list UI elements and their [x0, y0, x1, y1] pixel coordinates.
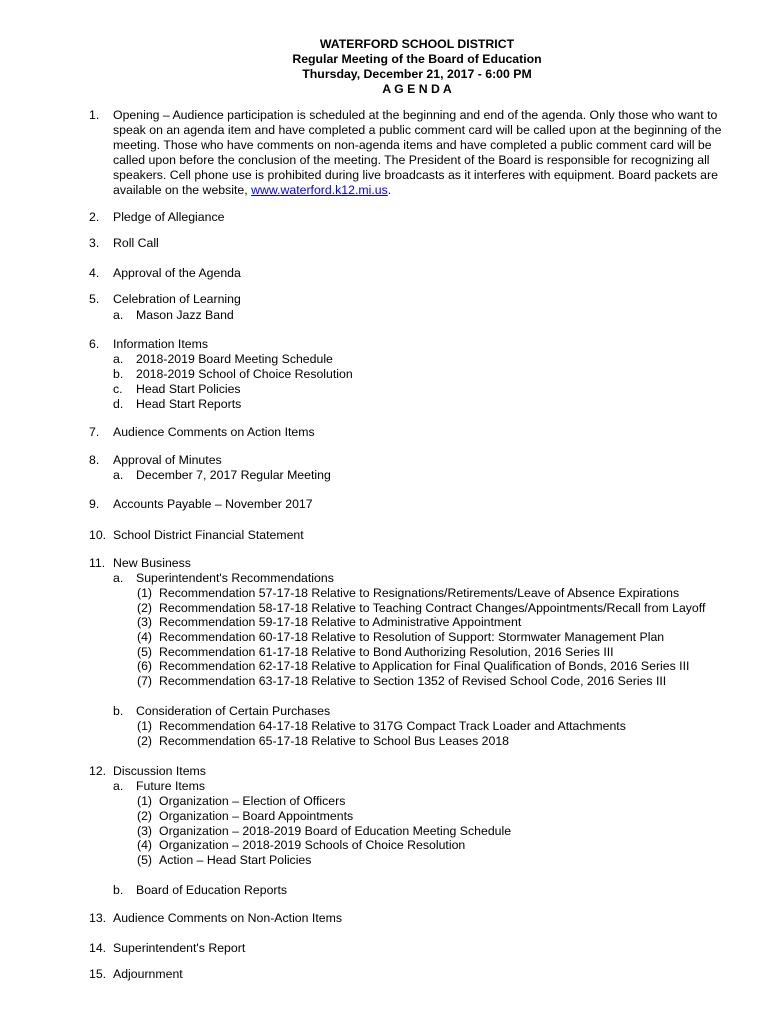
- item-title: Approval of Minutes: [113, 453, 222, 467]
- item-number: 7.: [89, 425, 100, 439]
- item-title: Accounts Payable – November 2017: [113, 497, 313, 511]
- sub-marker: a.: [113, 468, 124, 482]
- sub-text: Head Start Policies: [136, 382, 241, 396]
- item-number: 1.: [89, 108, 100, 122]
- future-item: [137, 824, 511, 839]
- item-number: 5.: [89, 292, 100, 306]
- rec-marker: (4): [137, 630, 153, 644]
- sub-marker: a.: [113, 779, 124, 793]
- sub-text: Board of Education Reports: [136, 883, 288, 897]
- item-text: [113, 183, 391, 198]
- item-title: Audience Comments on Action Items: [113, 425, 315, 439]
- sub-marker: a.: [113, 352, 124, 366]
- rec-marker: (7): [137, 674, 153, 688]
- sub-marker: d.: [113, 397, 124, 411]
- rec-text: Recommendation 62-17-18 Relative to Application for Final Qualification of Bonds, 2016 Series III: [159, 659, 690, 673]
- sub-text: Future Items: [136, 779, 206, 793]
- item-number: 13.: [89, 911, 107, 925]
- rec-marker: (2): [137, 601, 153, 615]
- item-text: called upon before the conclusion of the meeting. The President of the Board is responsible for recognizing all: [113, 153, 710, 167]
- item-title: Approval of the Agenda: [113, 266, 241, 280]
- recommendation: [137, 601, 705, 616]
- rec-text: Organization – 2018-2019 Schools of Choice Resolution: [159, 838, 466, 852]
- recommendation: [137, 659, 689, 674]
- sub-marker: a.: [113, 308, 124, 322]
- future-item: [137, 853, 311, 868]
- recommendation: [137, 615, 521, 630]
- sub-item: [113, 397, 241, 412]
- rec-marker: (3): [137, 615, 153, 629]
- sub-item: [113, 571, 334, 586]
- item-number: 14.: [89, 941, 107, 955]
- item-title: Information Items: [113, 337, 208, 351]
- item-number: 3.: [89, 236, 100, 250]
- agenda-heading: A G E N D A: [382, 82, 452, 96]
- sub-item: [113, 704, 330, 719]
- item-title: Celebration of Learning: [113, 292, 241, 306]
- sub-text: 2018-2019 Board Meeting Schedule: [136, 352, 333, 366]
- rec-text: Recommendation 59-17-18 Relative to Administrative Appointment: [159, 615, 522, 629]
- rec-text: Recommendation 60-17-18 Relative to Resolution of Support: Stormwater Management Plan: [159, 630, 665, 644]
- item-title: New Business: [113, 556, 191, 570]
- item-text-suffix: .: [387, 183, 392, 197]
- rec-marker: (6): [137, 659, 153, 673]
- recommendation: [137, 586, 679, 601]
- item-text: Opening – Audience participation is scheduled at the beginning and end of the agenda. Only those who want to: [113, 108, 718, 122]
- sub-text: Mason Jazz Band: [136, 308, 234, 322]
- sub-marker: a.: [113, 571, 124, 585]
- sub-item: [113, 883, 287, 898]
- rec-marker: (1): [137, 794, 153, 808]
- rec-marker: (1): [137, 719, 153, 733]
- rec-text: Recommendation 61-17-18 Relative to Bond Authorizing Resolution, 2016 Series III: [159, 645, 614, 659]
- meeting-date: Thursday, December 21, 2017 - 6:00 PM: [302, 67, 532, 81]
- future-item: [137, 809, 353, 824]
- recommendation: [137, 719, 626, 734]
- sub-text: Head Start Reports: [136, 397, 242, 411]
- sub-item: [113, 352, 333, 367]
- sub-item: [113, 779, 205, 794]
- meeting-title: Regular Meeting of the Board of Education: [292, 52, 542, 66]
- rec-text: Recommendation 64-17-18 Relative to 317G Compact Track Loader and Attachments: [159, 719, 626, 733]
- sub-item: [113, 308, 234, 323]
- item-number: 12.: [89, 764, 107, 778]
- sub-marker: b.: [113, 367, 124, 381]
- rec-marker: (4): [137, 838, 153, 852]
- item-number: 11.: [89, 556, 106, 570]
- sub-text: Consideration of Certain Purchases: [136, 704, 331, 718]
- district-title: WATERFORD SCHOOL DISTRICT: [319, 37, 515, 51]
- item-number: 2.: [89, 210, 100, 224]
- rec-marker: (1): [137, 586, 153, 600]
- rec-marker: (5): [137, 853, 153, 867]
- rec-text: Recommendation 65-17-18 Relative to School Bus Leases 2018: [159, 734, 509, 748]
- rec-text: Recommendation 58-17-18 Relative to Teaching Contract Changes/Appointments/Recall from Layoff: [159, 601, 706, 615]
- item-number: 10.: [89, 528, 107, 542]
- recommendation: [137, 734, 509, 749]
- item-number: 6.: [89, 337, 100, 351]
- rec-marker: (5): [137, 645, 153, 659]
- rec-text: Organization – Board Appointments: [159, 809, 354, 823]
- item-title: Discussion Items: [113, 764, 206, 778]
- rec-text: Organization – 2018-2019 Board of Education Meeting Schedule: [159, 824, 512, 838]
- item-title: Audience Comments on Non-Action Items: [113, 911, 342, 925]
- sub-item: [113, 468, 331, 483]
- item-text: meeting. Those who have comments on non-agenda items and have completed a public comment card will be: [113, 138, 712, 152]
- item-text: speakers. Cell phone use is prohibited during live broadcasts as it interferes with equipment. Board packets are: [113, 168, 718, 182]
- item-title: School District Financial Statement: [113, 528, 304, 542]
- sub-text: Superintendent's Recommendations: [136, 571, 334, 585]
- sub-text: 2018-2019 School of Choice Resolution: [136, 367, 353, 381]
- item-number: 8.: [89, 453, 100, 467]
- item-number: 4.: [89, 266, 100, 280]
- item-title: Adjournment: [113, 967, 183, 981]
- recommendation: [137, 630, 664, 645]
- rec-text: Organization – Election of Officers: [159, 794, 346, 808]
- rec-text: Action – Head Start Policies: [159, 853, 312, 867]
- rec-text: Recommendation 57-17-18 Relative to Resignations/Retirements/Leave of Absence Expirations: [159, 586, 680, 600]
- website-link[interactable]: www.waterford.k12.mi.us: [251, 183, 388, 197]
- recommendation: [137, 645, 614, 660]
- sub-item: [113, 367, 353, 382]
- item-text-prefix: available on the website,: [113, 183, 252, 197]
- sub-marker: c.: [113, 382, 123, 396]
- future-item: [137, 794, 345, 809]
- rec-marker: (2): [137, 809, 153, 823]
- sub-marker: b.: [113, 883, 124, 897]
- future-item: [137, 838, 465, 853]
- item-text: speak on an agenda item and have completed a public comment card will be called upon at the beginning of the: [113, 123, 722, 137]
- recommendation: [137, 674, 666, 689]
- rec-marker: (2): [137, 734, 153, 748]
- item-number: 9.: [89, 497, 100, 511]
- item-title: Superintendent's Report: [113, 941, 246, 955]
- sub-item: [113, 382, 241, 397]
- item-title: Roll Call: [113, 236, 159, 250]
- rec-text: Recommendation 63-17-18 Relative to Section 1352 of Revised School Code, 2016 Series III: [159, 674, 667, 688]
- sub-marker: b.: [113, 704, 124, 718]
- item-number: 15.: [89, 967, 107, 981]
- item-title: Pledge of Allegiance: [113, 210, 225, 224]
- sub-text: December 7, 2017 Regular Meeting: [136, 468, 331, 482]
- rec-marker: (3): [137, 824, 153, 838]
